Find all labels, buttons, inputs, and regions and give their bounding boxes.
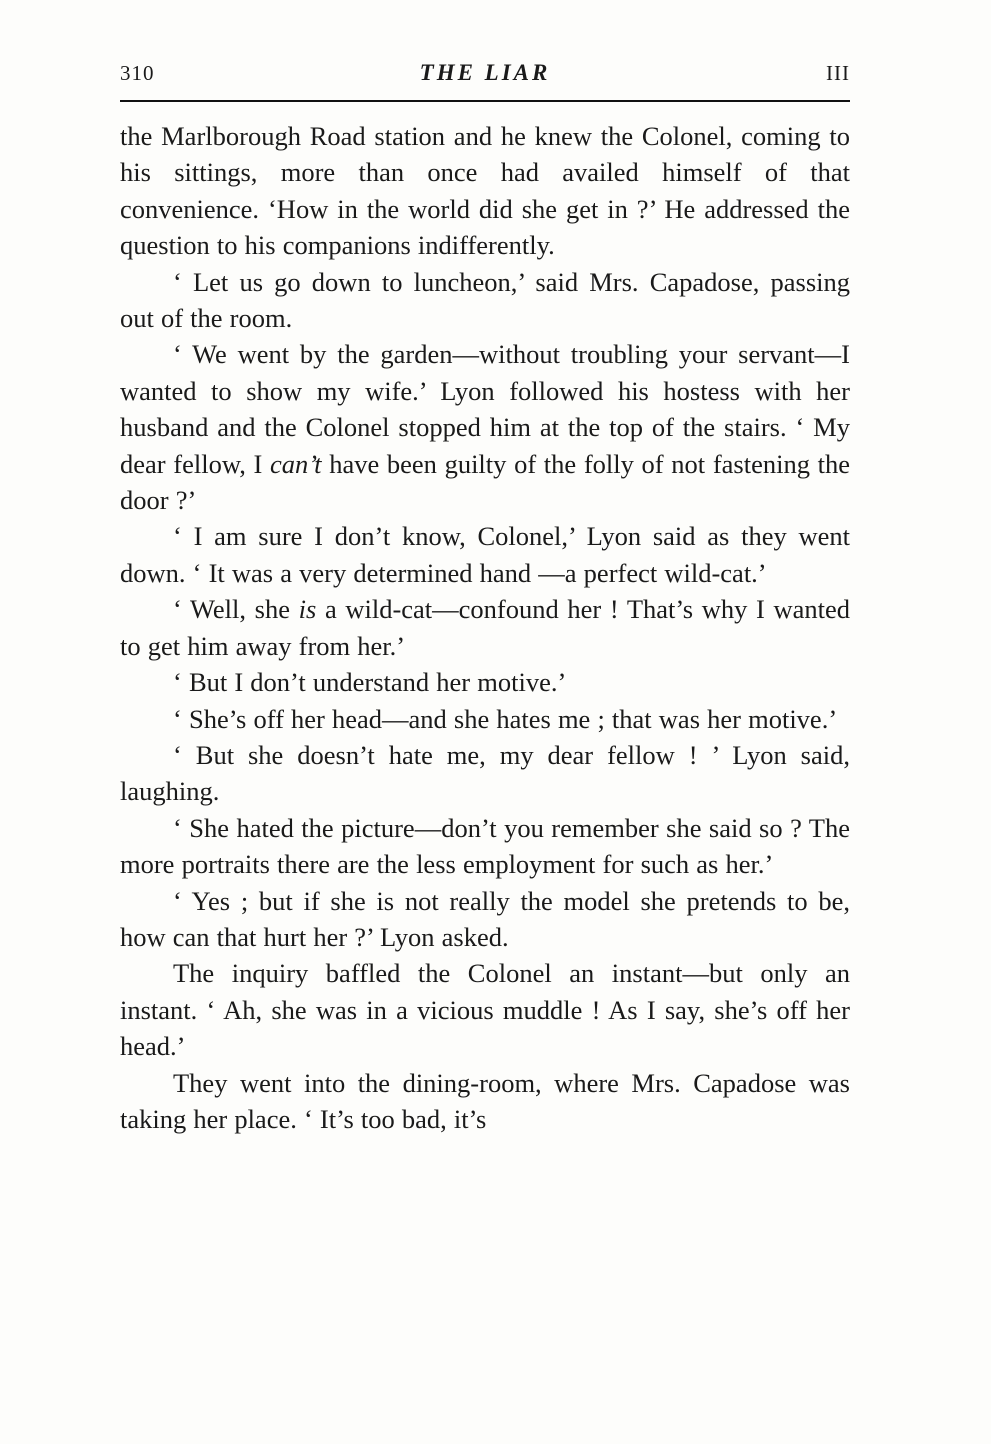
paragraph-8: ‘ But she doesn’t hate me, my dear fellow ! ’ Lyon said, laughing. bbox=[120, 739, 850, 807]
paragraph-3: ‘ We went by the garden—without troubling your servant—I wanted to show my wife.’ Lyon followed his hostess with her husband and the Colonel stopped him at the top of the stairs. ‘ My dear fellow, I can’t have been guilty of the folly of not fastening the door ?’ bbox=[120, 339, 850, 516]
paragraph-12: They went into the dining-room, where Mrs. Capadose was taking her place. ‘ It’s too bad, it’s bbox=[120, 1067, 850, 1134]
page-content bbox=[120, 60, 850, 1137]
paragraph-6: ‘ But I don’t understand her motive.’ bbox=[173, 667, 567, 698]
paragraph-2: ‘ Let us go down to luncheon,’ said Mrs. Capadose, passing out of the room. bbox=[120, 266, 850, 334]
page-number-left: 310 bbox=[120, 61, 155, 85]
paragraph-11: The inquiry baffled the Colonel an instant—but only an instant. ‘ Ah, she was in a vicious muddle ! As I say, she’s off her head.’ bbox=[120, 958, 850, 1062]
paragraph-7: ‘ She’s off her head—and she hates me ; that was her motive.’ bbox=[173, 703, 838, 734]
header-divider bbox=[120, 100, 850, 102]
paragraph-9: ‘ She hated the picture—don’t you remember she said so ? The more portraits there are the less employment for such as her.’ bbox=[120, 812, 850, 880]
paragraph-5: ‘ Well, she is a wild-cat—confound her ! That’s why I wanted to get him away from her.’ bbox=[120, 594, 850, 661]
paragraph-10: ‘ Yes ; but if she is not really the model she pretends to be, how can that hurt her ?’ Lyon asked. bbox=[120, 885, 850, 952]
paragraph-1: the Marlborough Road station and he knew the Colonel, coming to his sittings, more than once had availed himself of that convenience. ‘How in the world did she get in ?’ He addressed the question to his companions indifferently. bbox=[120, 121, 850, 261]
paragraph-4: ‘ I am sure I don’t know, Colonel,’ Lyon said as they went down. ‘ It was a very determined hand —a perfect wild-cat.’ bbox=[120, 521, 850, 588]
chapter-number-right: III bbox=[826, 61, 850, 85]
body-text bbox=[120, 118, 850, 1137]
running-head bbox=[120, 60, 850, 92]
page-title: THE LIAR bbox=[419, 60, 551, 85]
